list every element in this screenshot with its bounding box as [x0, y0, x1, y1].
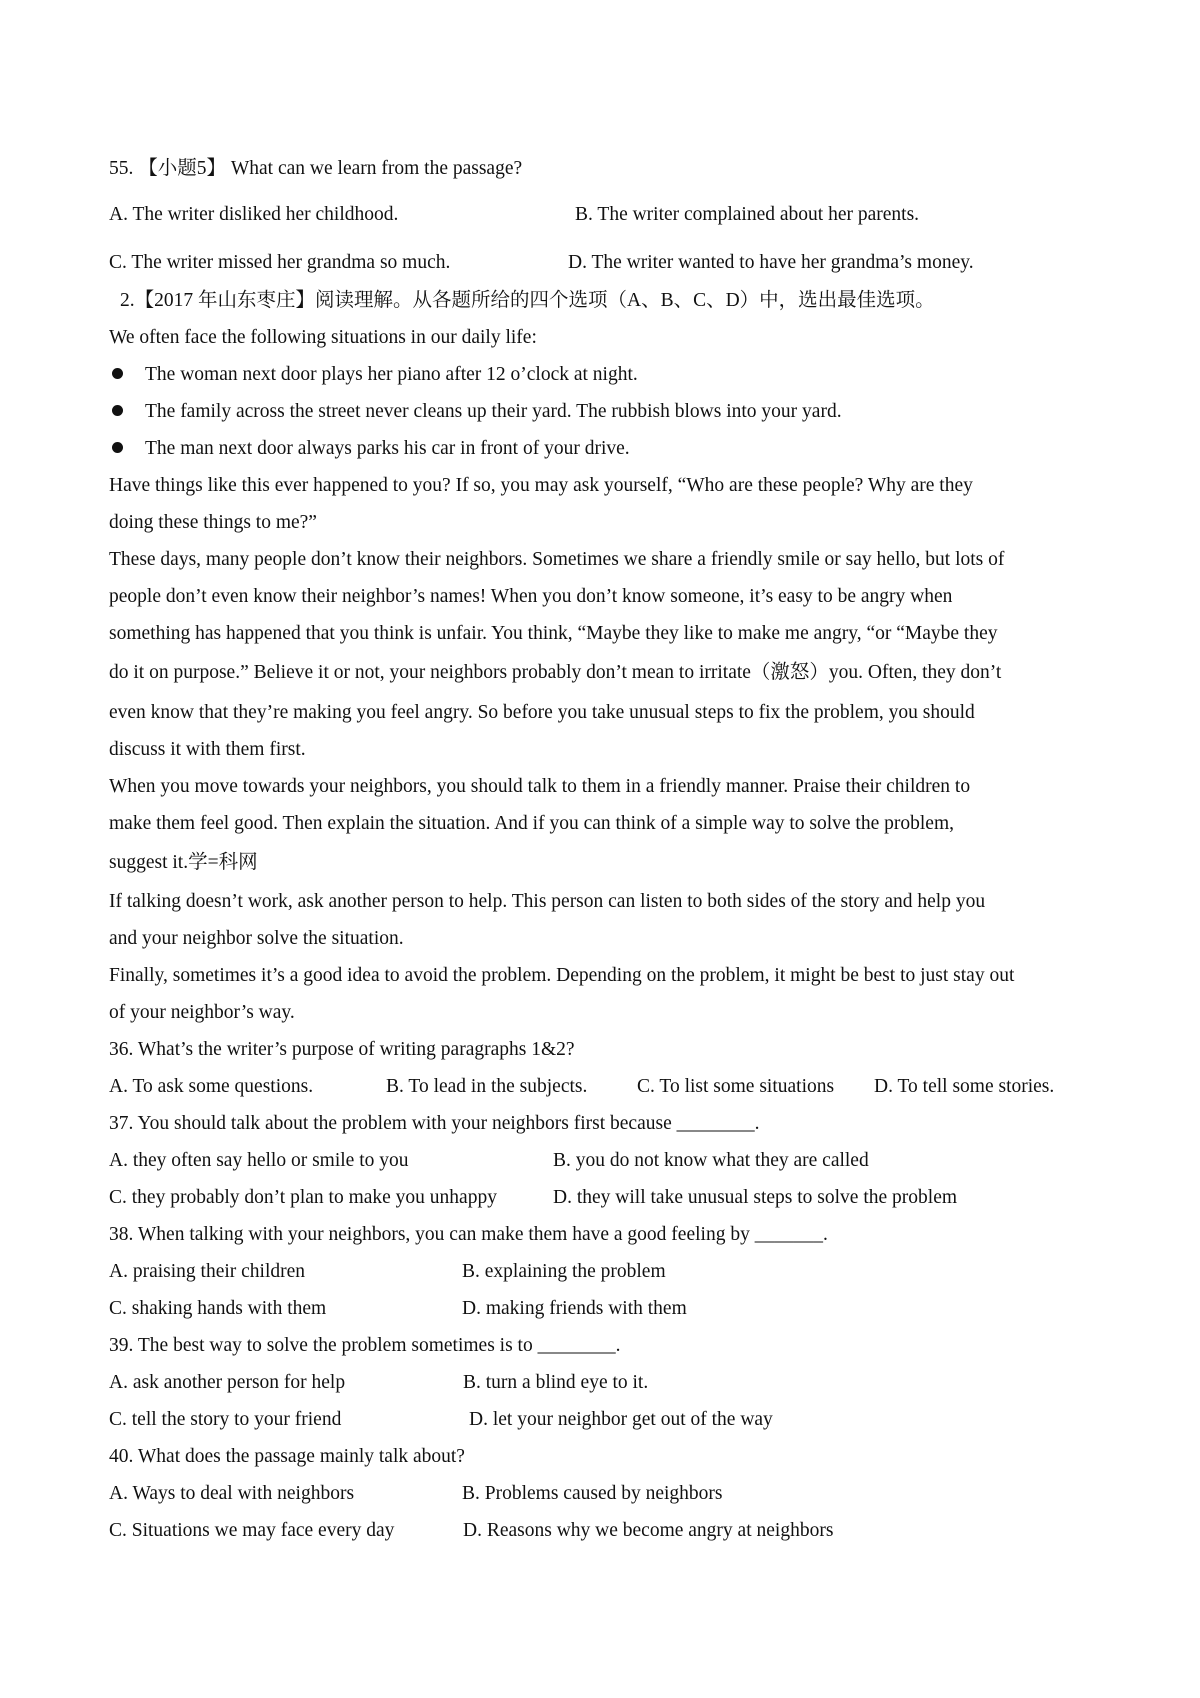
q55-stem: 55. 【小题5】 What can we learn from the passage?	[109, 158, 523, 179]
passage-line: Finally, sometimes it’s a good idea to avoid the problem. Depending on the problem, it might be best to just stay out	[109, 965, 1015, 986]
q39-option-d: D. let your neighbor get out of the way	[469, 1409, 773, 1430]
q38-stem: 38. When talking with your neighbors, you can make them have a good feeling by _______.	[109, 1224, 828, 1245]
q40-option-b: B. Problems caused by neighbors	[462, 1483, 723, 1504]
passage-line: If talking doesn’t work, ask another person to help. This person can listen to both sides of the story and help you	[109, 891, 986, 912]
q38-option-d: D. making friends with them	[462, 1298, 687, 1319]
q55-option-b: B. The writer complained about her parents.	[575, 204, 920, 225]
bullet-item	[109, 362, 638, 388]
bullet-text: The woman next door plays her piano after 12 o’clock at night.	[145, 364, 638, 385]
q40-option-c: C. Situations we may face every day	[109, 1520, 395, 1541]
q36-option-d: D. To tell some stories.	[874, 1076, 1055, 1097]
passage-line: and your neighbor solve the situation.	[109, 928, 404, 949]
passage-line: even know that they’re making you feel angry. So before you take unusual steps to fix the problem, you should	[109, 702, 975, 723]
q36-stem: 36. What’s the writer’s purpose of writing paragraphs 1&2?	[109, 1039, 575, 1060]
q36-option-a: A. To ask some questions.	[109, 1076, 314, 1097]
q55-option-c: C. The writer missed her grandma so much.	[109, 252, 451, 273]
bullet-item	[109, 399, 842, 425]
bullet-item	[109, 436, 630, 462]
q55-option-a: A. The writer disliked her childhood.	[109, 204, 399, 225]
bullet-icon	[112, 405, 123, 416]
q36-option-b: B. To lead in the subjects.	[386, 1076, 588, 1097]
bullet-text: The family across the street never cleans up their yard. The rubbish blows into your yard.	[145, 401, 842, 422]
passage-line: discuss it with them first.	[109, 739, 306, 760]
q55-option-d: D. The writer wanted to have her grandma’s money.	[568, 252, 974, 273]
q36-option-c: C. To list some situations	[637, 1076, 835, 1097]
q37-option-d: D. they will take unusual steps to solve the problem	[553, 1187, 958, 1208]
passage-line: people don’t even know their neighbor’s names! When you don’t know someone, it’s easy to be angry when	[109, 586, 953, 607]
passage-line: doing these things to me?”	[109, 512, 317, 533]
passage-line: Have things like this ever happened to you? If so, you may ask yourself, “Who are these people? Why are they	[109, 475, 973, 496]
passage-line: These days, many people don’t know their neighbors. Sometimes we share a friendly smile or say hello, but lots of	[109, 549, 1005, 570]
passage-intro: We often face the following situations in our daily life:	[109, 327, 537, 348]
passage-line: of your neighbor’s way.	[109, 1002, 295, 1023]
q39-option-b: B. turn a blind eye to it.	[463, 1372, 649, 1393]
q37-option-c: C. they probably don’t plan to make you unhappy	[109, 1187, 497, 1208]
q37-option-a: A. they often say hello or smile to you	[109, 1150, 409, 1171]
q40-stem: 40. What does the passage mainly talk about?	[109, 1446, 465, 1467]
q38-option-b: B. explaining the problem	[462, 1261, 666, 1282]
passage-line: something has happened that you think is unfair. You think, “Maybe they like to make me angry, “or “Maybe they	[109, 623, 998, 644]
passage-line: suggest it.学=科网	[109, 852, 258, 873]
q40-option-d: D. Reasons why we become angry at neighbors	[463, 1520, 834, 1541]
passage-line: do it on purpose.” Believe it or not, your neighbors probably don’t mean to irritate（激怒）you. Often, they don’t	[109, 662, 1002, 683]
q39-stem: 39. The best way to solve the problem sometimes is to ________.	[109, 1335, 621, 1356]
q37-option-b: B. you do not know what they are called	[553, 1150, 869, 1171]
q37-stem: 37. You should talk about the problem with your neighbors first because ________.	[109, 1113, 760, 1134]
section-heading: 2.【2017 年山东枣庄】阅读理解。从各题所给的四个选项（A、B、C、D）中，选出最佳选项。	[120, 290, 935, 311]
q38-option-a: A. praising their children	[109, 1261, 306, 1282]
passage-line: make them feel good. Then explain the situation. And if you can think of a simple way to solve the problem,	[109, 813, 954, 834]
q40-option-a: A. Ways to deal with neighbors	[109, 1483, 355, 1504]
q39-option-a: A. ask another person for help	[109, 1372, 346, 1393]
q39-option-c: C. tell the story to your friend	[109, 1409, 342, 1430]
bullet-icon	[112, 442, 123, 453]
bullet-text: The man next door always parks his car in front of your drive.	[145, 438, 630, 459]
passage-line: When you move towards your neighbors, you should talk to them in a friendly manner. Praise their children to	[109, 776, 971, 797]
q38-option-c: C. shaking hands with them	[109, 1298, 327, 1319]
bullet-icon	[112, 368, 123, 379]
